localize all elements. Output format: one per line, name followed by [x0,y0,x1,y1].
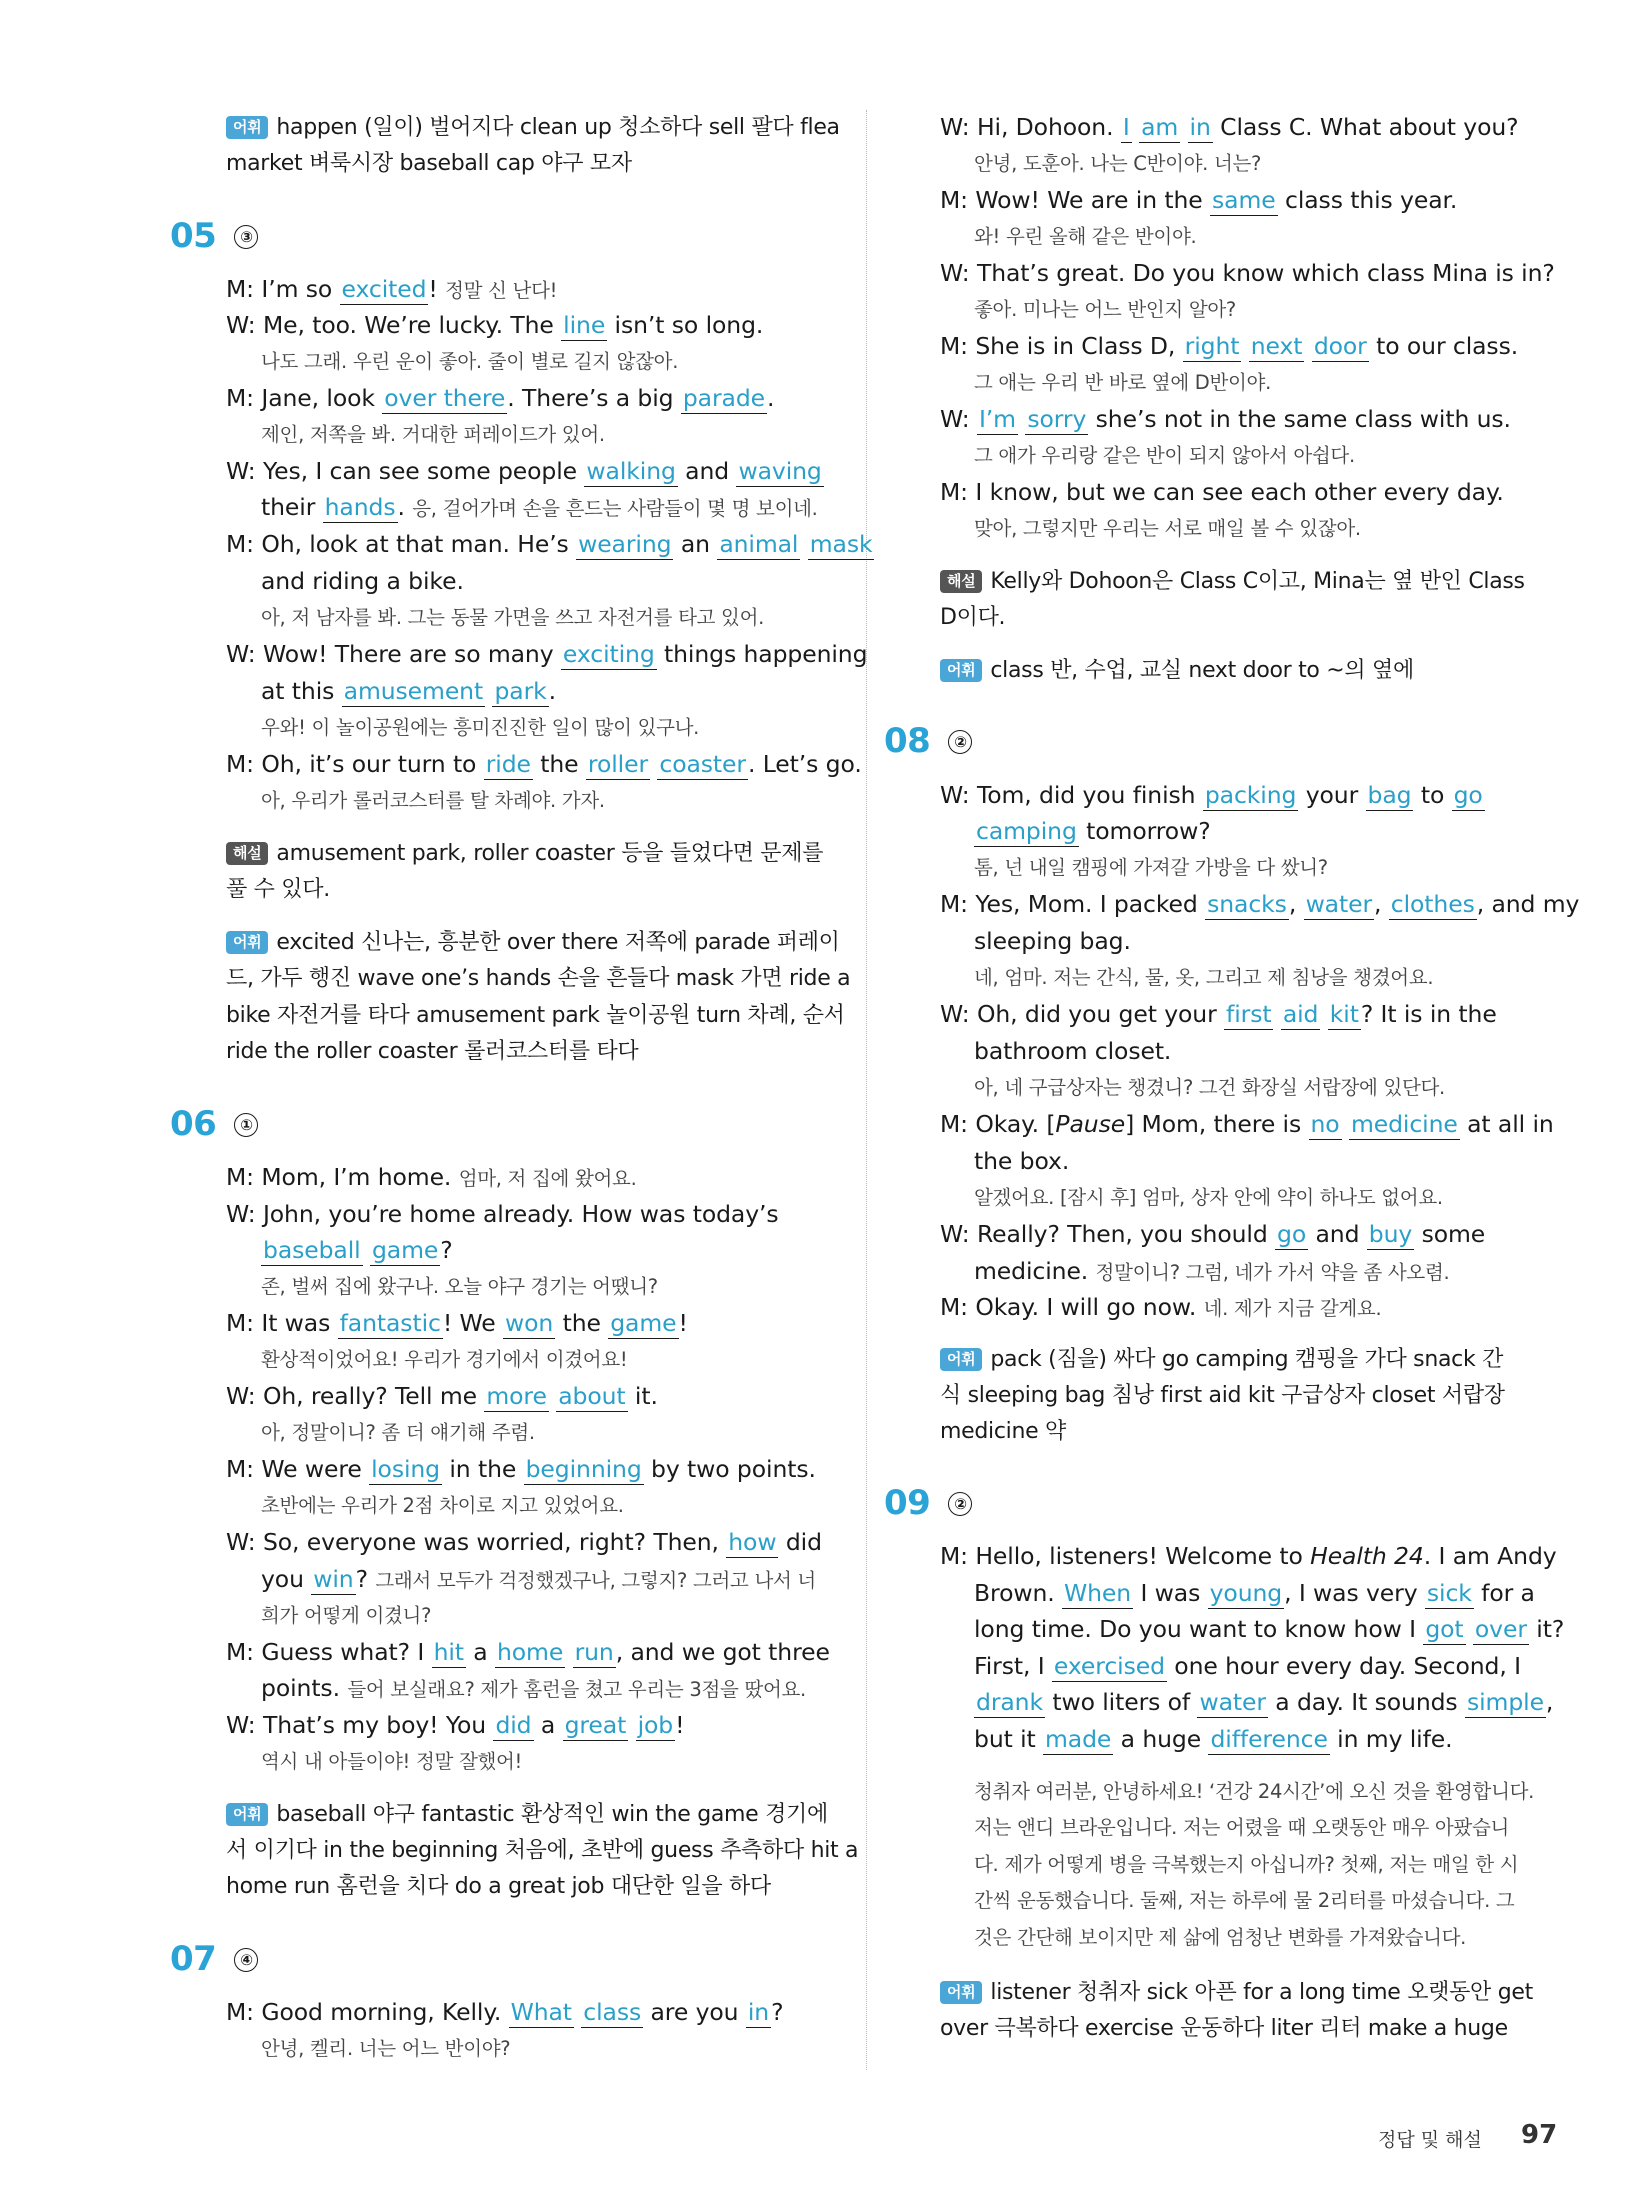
translation-line: 안녕, 켈리. 너는 어느 반이야? [261,2037,511,2060]
translation-line: 환상적이었어요! 우리가 경기에서 이겼어요! [261,1348,628,1371]
blank-answer: line [563,311,606,339]
dialogue-line: M: Jane, look over there. There’s a big parade. [226,384,775,412]
explanation-badge: 해설 [226,842,268,865]
blank-answer: animal [719,530,799,558]
dialogue-line: Brown. When I was young, I was very sick for a [974,1579,1535,1607]
answer-circle: ④ [234,1948,258,1972]
blank-answer: water [1199,1688,1266,1716]
translation-line: 좋아. 미나는 어느 반인지 알아? [974,298,1236,321]
dialogue-line: W: Hi, Dohoon. I am in Class C. What about you? [940,113,1519,141]
dialogue-line: W: Really? Then, you should go and buy some [940,1220,1486,1248]
dialogue-line: W: So, everyone was worried, right? Then, how did [226,1528,822,1556]
translation-line: 저는 앤디 브라운입니다. 저는 어렸을 때 오랫동안 매우 아팠습니 [974,1816,1510,1839]
blank-answer: right [1184,332,1240,360]
blank-answer: job [637,1711,674,1739]
answer-circle: ② [948,1492,972,1516]
vocab-line: 어휘 pack (짐을) 싸다 go camping 캠핑을 가다 snack 간 [940,1348,1503,1371]
dialogue-line: M: Mom, I’m home. 엄마, 저 집에 왔어요. [226,1163,637,1191]
question-number: 08 ② [884,724,972,758]
translation-line: 아, 우리가 롤러코스터를 탈 차례야. 가자. [261,789,605,812]
page-number: 97 [1521,2120,1558,2150]
dialogue-line: W: Oh, really? Tell me more about it. [226,1382,658,1410]
dialogue-line: the box. [974,1147,1070,1175]
dialogue-line: W: Yes, I can see some people walking and waving [226,457,822,485]
vocab-line: over 극복하다 exercise 운동하다 liter 리터 make a huge [940,2016,1508,2041]
blank-answer: how [728,1528,777,1556]
blank-answer: waving [738,457,822,485]
dialogue-line: W: Wow! There are so many exciting things happening [226,640,868,668]
answer-circle: ② [948,730,972,754]
dialogue-line: W: Tom, did you finish packing your bag to go [940,781,1483,809]
translation-line: 그 애가 우리랑 같은 반이 되지 않아서 아쉽다. [974,444,1355,467]
translation-line: 알겠어요. [잠시 후] 엄마, 상자 안에 약이 하나도 없어요. [974,1186,1443,1209]
dialogue-line: M: Hello, listeners! Welcome to Health 24. I am Andy [940,1542,1557,1570]
vocab-line: 어휘 class 반, 수업, 교실 next door to ~의 옆에 [940,659,1414,682]
explanation-line: 풀 수 있다. [226,877,330,902]
blank-answer: hit [433,1638,464,1666]
blank-answer: over there [384,384,506,412]
dialogue-line: W: That’s great. Do you know which class Mina is in? [940,259,1555,287]
question-number: 09 ② [884,1486,972,1520]
dialogue-line: M: I know, but we can see each other every day. [940,478,1504,506]
blank-answer: no [1310,1110,1340,1138]
translation-line: 와! 우린 올해 같은 반이야. [974,225,1197,248]
blank-answer: parade [682,384,765,412]
dialogue-line: but it made a huge difference in my life. [974,1725,1453,1753]
vocab-line: bike 자전거를 타다 amusement park 놀이공원 turn 차례, 순서 [226,1003,845,1028]
question-number: 06 ① [170,1107,258,1141]
translation-line: 제인, 저쪽을 봐. 거대한 퍼레이드가 있어. [261,423,605,446]
blank-answer: in [1189,113,1211,141]
translation-line: 안녕, 도훈아. 나는 C반이야. 너는? [974,152,1262,175]
blank-answer: buy [1368,1220,1413,1248]
blank-answer: made [1045,1725,1112,1753]
dialogue-line: M: We were losing in the beginning by two points. [226,1455,816,1483]
vocab-line: 어휘 listener 청취자 sick 아픈 for a long time 오랫동안 get [940,1981,1533,2004]
dialogue-line: M: Yes, Mom. I packed snacks, water, clothes, and my [940,890,1580,918]
blank-answer: excited [341,275,427,303]
blank-answer: camping [976,817,1077,845]
translation-line: 아, 네 구급상자는 챙겼니? 그건 화장실 서랍장에 있단다. [974,1076,1445,1099]
dialogue-line: First, I exercised one hour every day. Second, I [974,1652,1521,1680]
translation-line: 그 애는 우리 반 바로 옆에 D반이야. [974,371,1271,394]
dialogue-line: and riding a bike. [261,567,464,595]
blank-answer: same [1212,186,1276,214]
explanation-line: 해설 Kelly와 Dohoon은 Class C이고, Mina는 옆 반인 Class [940,570,1525,593]
vocab-line: market 벼룩시장 baseball cap 야구 모자 [226,151,632,176]
translation-line: 초반에는 우리가 2점 차이로 지고 있었어요. [261,1494,624,1517]
blank-answer: won [505,1309,554,1337]
footer-section-label: 정답 및 해설 [1378,2129,1482,2151]
dialogue-line: W: That’s my boy! You did a great job! [226,1711,685,1739]
blank-answer: did [495,1711,532,1739]
vocab-line: 드, 가두 행진 wave one’s hands 손을 흔들다 mask 가면 ride a [226,966,851,991]
answer-circle: ① [234,1113,258,1137]
translation-line: 아, 저 남자를 봐. 그는 동물 가면을 쓰고 자전거를 타고 있어. [261,606,765,629]
translation-line: 맞아, 그렇지만 우리는 서로 매일 볼 수 있잖아. [974,517,1361,540]
dialogue-line: long time. Do you want to know how I got over it? [974,1615,1565,1643]
answer-circle: ③ [234,225,258,249]
dialogue-line: M: Oh, look at that man. He’s wearing an animal mask [226,530,873,558]
blank-answer: I’m [978,405,1016,433]
explanation-line: D이다. [940,605,1006,630]
dialogue-line: medicine. 정말이니? 그럼, 네가 가서 약을 좀 사오렴. [974,1257,1450,1285]
blank-answer: water [1305,890,1373,918]
dialogue-line: M: Okay. [Pause] Mom, there is no medicine at all in [940,1110,1554,1138]
blank-answer: I [1122,113,1130,141]
blank-answer: next [1250,332,1303,360]
blank-answer: go [1277,1220,1307,1248]
translation-line: 아, 정말이니? 좀 더 얘기해 주렴. [261,1421,535,1444]
blank-answer: in [747,1998,770,2026]
blank-answer: snacks [1207,890,1287,918]
dialogue-line: W: I’m sorry she’s not in the same class with us. [940,405,1511,433]
vocab-line: medicine 약 [940,1419,1066,1444]
vocab-line: ride the roller coaster 롤러코스터를 타다 [226,1039,639,1064]
vocab-badge: 어휘 [226,1803,268,1826]
blank-answer: difference [1210,1725,1328,1753]
dialogue-line: bathroom closet. [974,1037,1172,1065]
question-number: 05 ③ [170,219,258,253]
blank-answer: clothes [1390,890,1475,918]
dialogue-line: M: I’m so excited! 정말 신 난다! [226,275,558,303]
explanation-line: 해설 amusement park, roller coaster 등을 들었다면 문제를 [226,842,823,865]
vocab-line: home run 홈런을 치다 do a great job 대단한 일을 하다 [226,1874,771,1899]
vocab-line: 어휘 baseball 야구 fantastic 환상적인 win the game 경기에 [226,1803,828,1826]
dialogue-line: points. 들어 보실래요? 제가 홈런을 쳤고 우리는 3점을 땄어요. [261,1674,806,1702]
blank-answer: When [1064,1579,1132,1607]
translation-line: 희가 어떻게 이겼니? [261,1604,432,1627]
translation-line: 나도 그래. 우린 운이 좋아. 줄이 별로 길지 않잖아. [261,350,679,373]
blank-answer: game [371,1236,439,1264]
dialogue-line: M: It was fantastic! We won the game! [226,1309,688,1337]
blank-answer: bag [1367,781,1412,809]
dialogue-line: you win? 그래서 모두가 걱정했겠구나, 그렇지? 그러고 나서 너 [261,1565,816,1593]
blank-answer: amusement [343,677,484,705]
blank-answer: aid [1282,1000,1319,1028]
blank-answer: wearing [578,530,672,558]
dialogue-line: baseball game? [263,1236,453,1264]
blank-answer: beginning [525,1455,642,1483]
blank-answer: run [574,1638,614,1666]
dialogue-line: sleeping bag. [974,927,1131,955]
dialogue-line: M: Oh, it’s our turn to ride the roller coaster. Let’s go. [226,750,862,778]
vocab-line: 어휘 happen (일이) 벌어지다 clean up 청소하다 sell 팔다 flea [226,116,840,139]
vocab-badge: 어휘 [226,116,268,139]
blank-answer: sick [1426,1579,1472,1607]
blank-answer: exercised [1053,1652,1165,1680]
blank-answer: first [1226,1000,1272,1028]
blank-answer: more [486,1382,547,1410]
blank-answer: hands [324,493,396,521]
vocab-badge: 어휘 [226,931,268,954]
blank-answer: home [496,1638,564,1666]
vocab-badge: 어휘 [940,659,982,682]
blank-answer: over [1474,1615,1527,1643]
blank-answer: medicine [1350,1110,1458,1138]
vocab-badge: 어휘 [940,1981,982,2004]
vocab-line: 어휘 excited 신나는, 흥분한 over there 저쪽에 parade 퍼레이 [226,931,840,954]
dialogue-line: W: John, you’re home already. How was today’s [226,1200,779,1228]
blank-answer: walking [586,457,676,485]
translation-line: 것은 간단해 보이지만 제 삶에 엄청난 변화를 가져왔습니다. [974,1926,1467,1949]
blank-answer: What [510,1998,572,2026]
dialogue-line: M: She is in Class D, right next door to our class. [940,332,1519,360]
vocab-line: 서 이기다 in the beginning 처음에, 초반에 guess 추측하다 hit a [226,1838,859,1863]
blank-answer: exciting [562,640,655,668]
vocab-line: 식 sleeping bag 침낭 first aid kit 구급상자 closet 서랍장 [940,1383,1505,1408]
dialogue-line: M: Wow! We are in the same class this year. [940,186,1458,214]
blank-answer: roller [587,750,649,778]
blank-answer: got [1425,1615,1464,1643]
translation-line: 청취자 여러분, 안녕하세요! ‘건강 24시간’에 오신 것을 환영합니다. [974,1780,1535,1803]
dialogue-line: M: Okay. I will go now. 네. 제가 지금 갈게요. [940,1293,1382,1321]
dialogue-line: M: Good morning, Kelly. What class are you in? [226,1998,784,2026]
dialogue-line: W: Me, too. We’re lucky. The line isn’t so long. [226,311,764,339]
blank-answer: packing [1204,781,1297,809]
blank-answer: win [313,1565,354,1593]
blank-answer: coaster [659,750,746,778]
translation-line: 존, 벌써 집에 왔구나. 오늘 야구 경기는 어땠니? [261,1275,658,1298]
dialogue-line: camping tomorrow? [976,817,1211,845]
blank-answer: drank [976,1688,1043,1716]
blank-answer: am [1141,113,1179,141]
translation-line: 다. 제가 어떻게 병을 극복했는지 아십니까? 첫째, 저는 매일 한 시 [974,1853,1519,1876]
blank-answer: fantastic [339,1309,441,1337]
blank-answer: park [494,677,547,705]
blank-answer: ride [485,750,531,778]
dialogue-line: drank two liters of water a day. It sounds simple, [976,1688,1554,1716]
dialogue-line: W: Oh, did you get your first aid kit? It is in the [940,1000,1497,1028]
explanation-badge: 해설 [940,570,982,593]
translation-line: 톰, 넌 내일 캠핑에 가져갈 가방을 다 쌌니? [974,856,1328,879]
dialogue-line: their hands. 응, 걸어가며 손을 흔드는 사람들이 몇 명 보이네. [261,493,818,521]
blank-answer: door [1313,332,1367,360]
blank-answer: mask [809,530,873,558]
blank-answer: losing [371,1455,440,1483]
translation-line: 우와! 이 놀이공원에는 흥미진진한 일이 많이 있구나. [261,716,700,739]
column-divider [866,110,867,2070]
translation-line: 간씩 운동했습니다. 둘째, 저는 하루에 물 2리터를 마셨습니다. 그 [974,1889,1515,1912]
question-number: 07 ④ [170,1942,258,1976]
dialogue-line: M: Guess what? I hit a home run, and we got three [226,1638,830,1666]
blank-answer: sorry [1027,405,1087,433]
blank-answer: class [583,1998,642,2026]
translation-line: 역시 내 아들이야! 정말 잘했어! [261,1750,523,1773]
blank-answer: great [564,1711,627,1739]
blank-answer: about [558,1382,626,1410]
vocab-badge: 어휘 [940,1348,982,1371]
blank-answer: simple [1466,1688,1544,1716]
blank-answer: young [1209,1579,1283,1607]
blank-answer: kit [1329,1000,1359,1028]
blank-answer: go [1453,781,1483,809]
translation-line: 네, 엄마. 저는 간식, 물, 옷, 그리고 제 침낭을 챙겼어요. [974,966,1434,989]
blank-answer: game [610,1309,677,1337]
dialogue-line: at this amusement park. [261,677,557,705]
blank-answer: baseball [263,1236,361,1264]
